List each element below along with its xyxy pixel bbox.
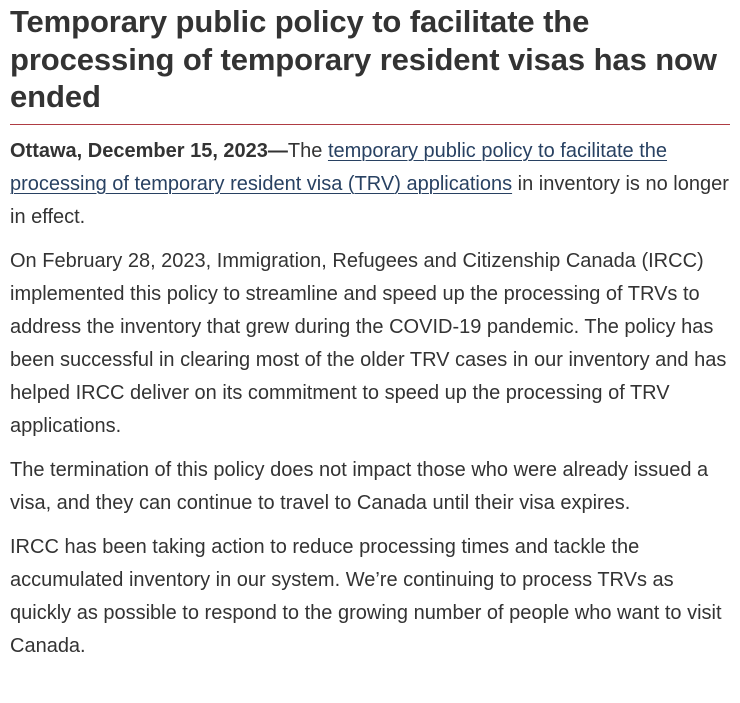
policy-link[interactable]: temporary public policy to facilitate the processing of temporary resident visa (TRV) applications <box>10 139 668 195</box>
title-divider <box>10 124 730 125</box>
paragraph-termination-impact: The termination of this policy does not impact those who were already issued a visa, and they can continue to travel to Canada until their visa expires. <box>10 458 709 514</box>
paragraph-ircc-action: IRCC has been taking action to reduce processing times and tackle the accumulated inventory in our system. We’re continuing to process TRVs as quickly as possible to respond to the growing number of people who want to visit Canada. <box>10 535 722 657</box>
lead-text-after-link: in inventory is no longer in effect. <box>10 172 729 228</box>
dateline: Ottawa, December 15, 2023— <box>10 139 288 162</box>
lead-paragraph <box>10 135 730 234</box>
paragraph-policy-background: On February 28, 2023, Immigration, Refugees and Citizenship Canada (IRCC) implemented this policy to streamline and speed up the processing of TRVs to address the inventory that grew during the COVID-19 pandemic. The policy has been successful in clearing most of the older TRV cases in our inventory and has helped IRCC deliver on its commitment to speed up the processing of TRV applications. <box>10 249 727 437</box>
page-title: Temporary public policy to facilitate the processing of temporary resident visas has now ended <box>10 4 717 114</box>
lead-text-before-link: The <box>287 139 328 162</box>
